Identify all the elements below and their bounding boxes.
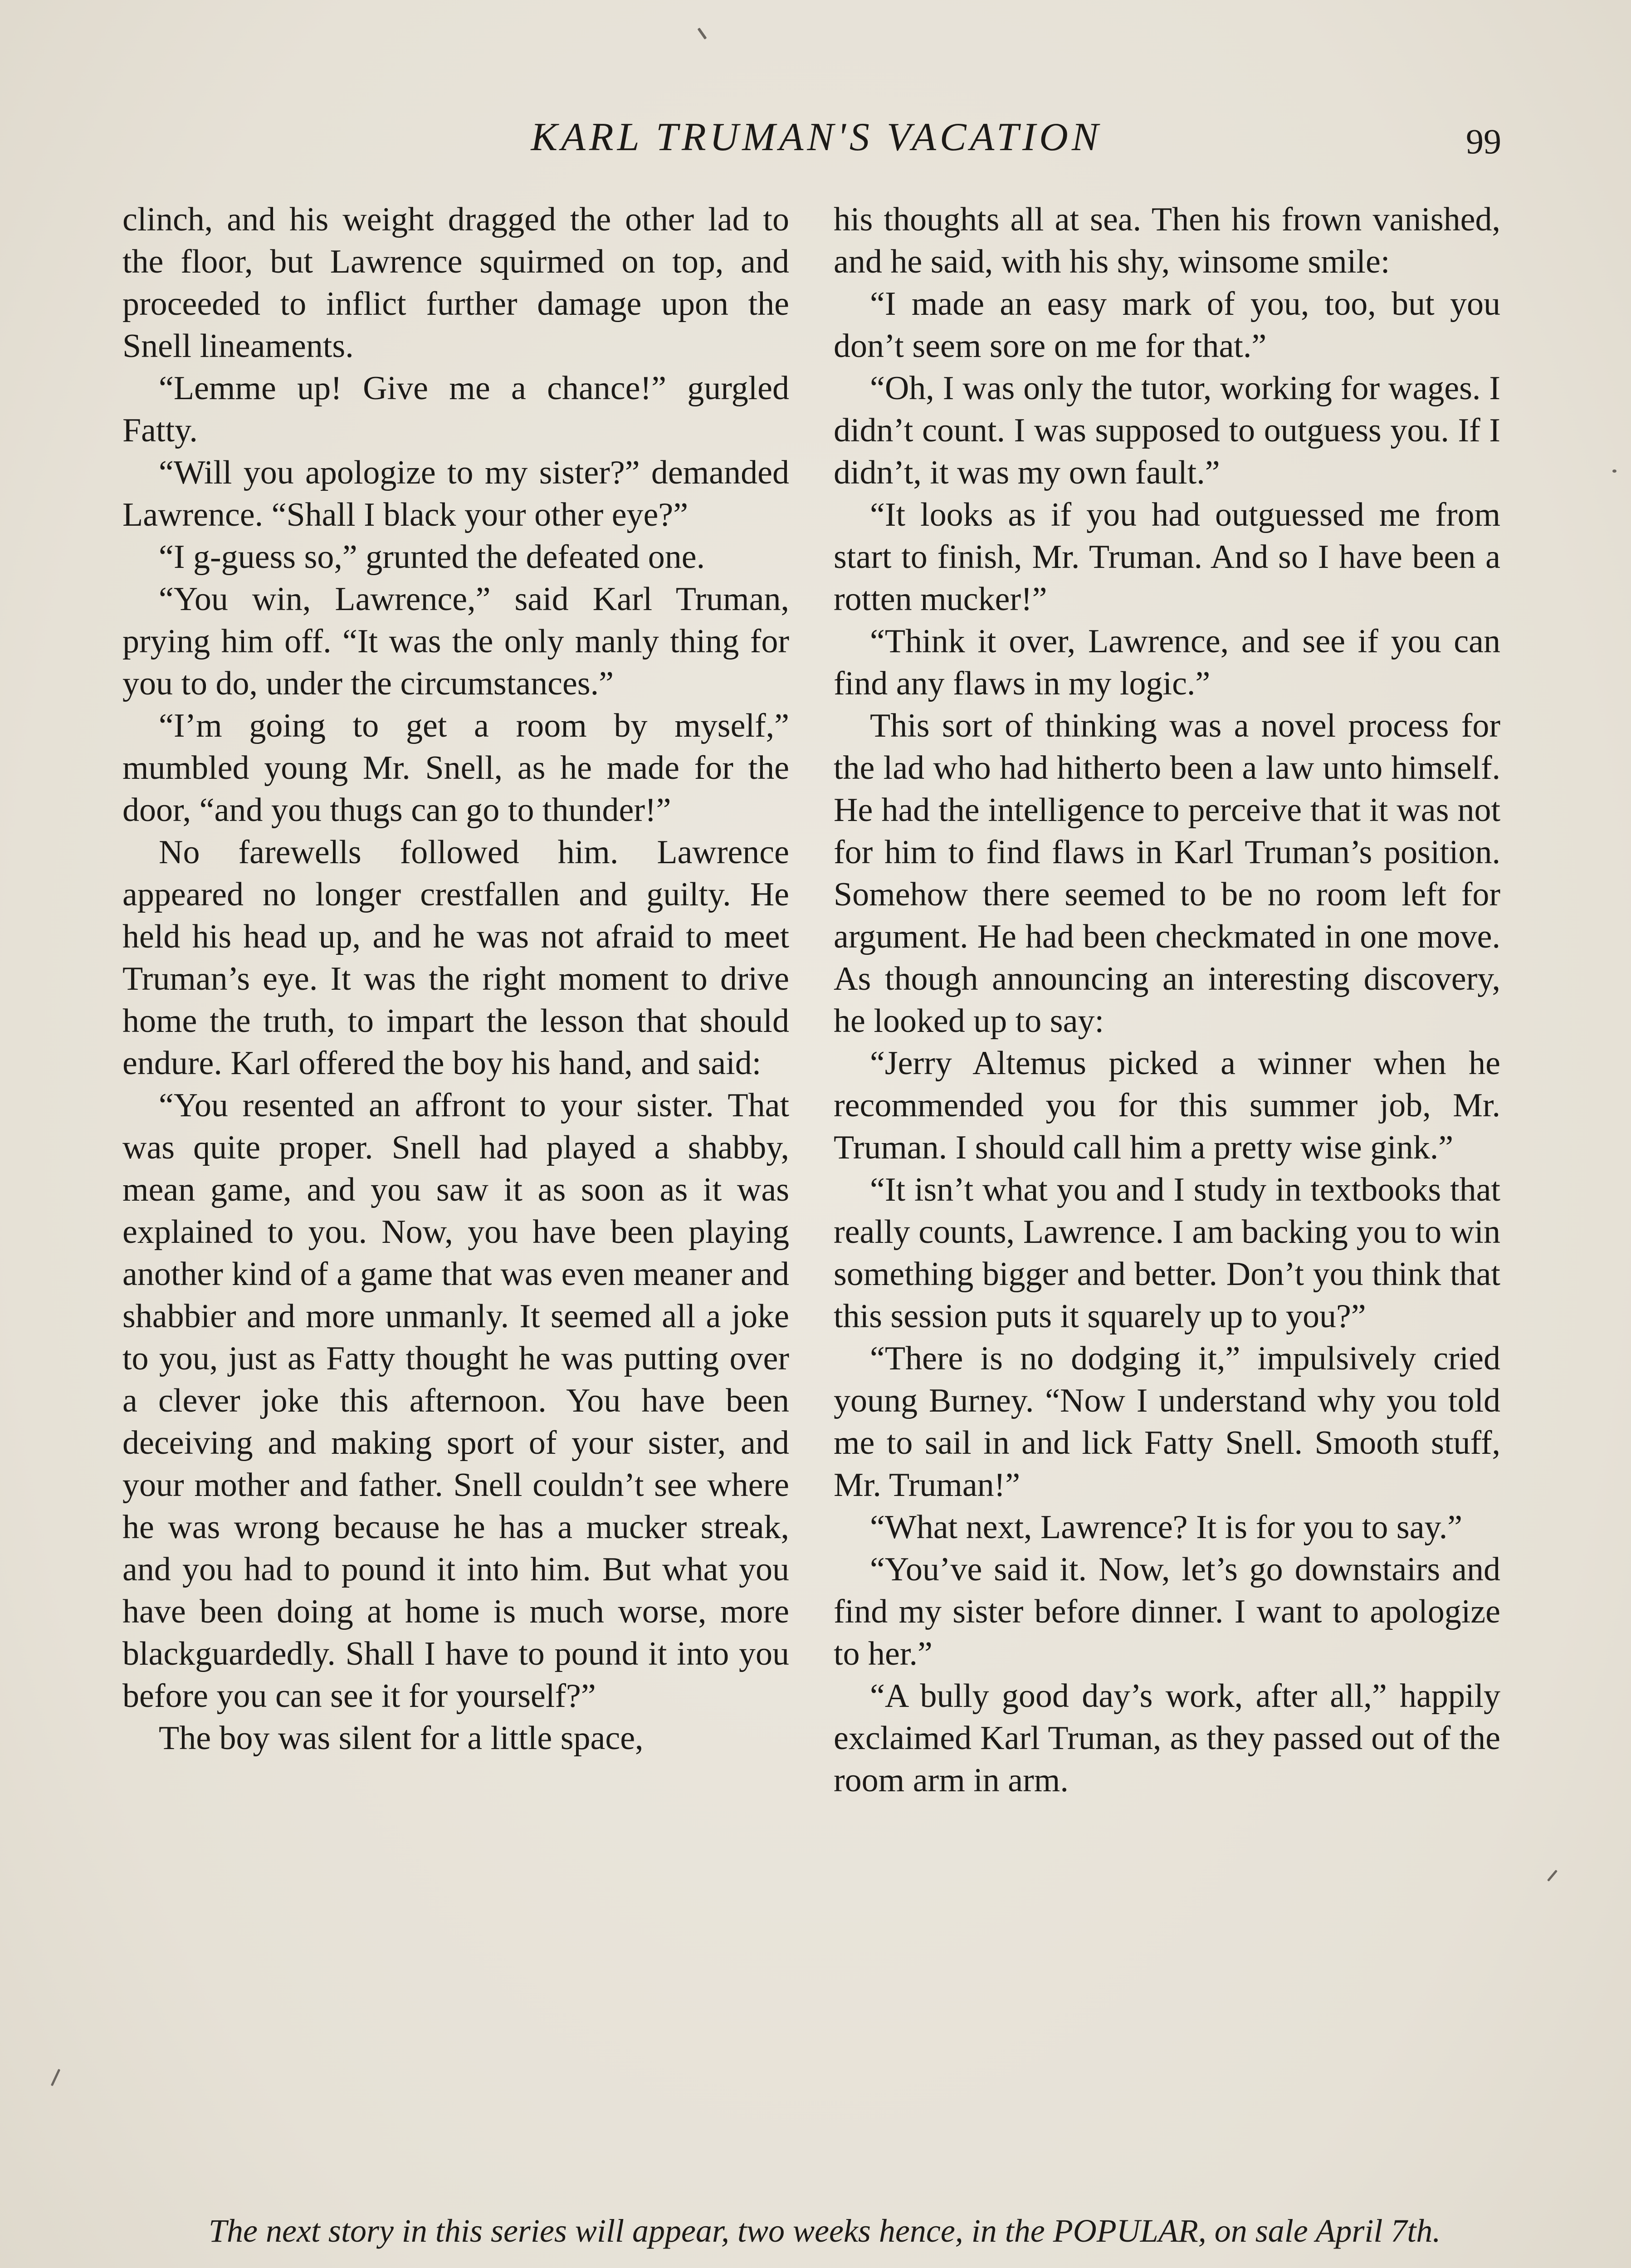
paragraph: “It isn’t what you and I study in textbooks that really counts, Lawrence. I am backing you to win something bigger and better. Don’t you think that this session puts it squarely up to you?”	[834, 1171, 1500, 1335]
paragraph: “There is no dodging it,” impulsively cried young Burney. “Now I understand why you told me to sail in and lick Fatty Snell. Smooth stuff, Mr. Truman!”	[834, 1340, 1500, 1504]
text-column-left	[122, 199, 789, 1760]
paragraph: “I g-guess so,” grunted the defeated one.	[159, 538, 705, 576]
paragraph: clinch, and his weight dragged the other lad to the floor, but Lawrence squirmed on top, and proceeded to inflict further damage upon the Snell lineaments.	[122, 201, 789, 365]
series-footnote: The next story in this series will appear, two weeks hence, in the POPULAR, on sale April 7th.	[209, 2213, 1441, 2249]
paper-speck	[1612, 469, 1616, 473]
text-column-right	[834, 199, 1500, 1802]
paragraph: “Will you apologize to my sister?” demanded Lawrence. “Shall I black your other eye?”	[122, 454, 789, 533]
paragraph: “A bully good day’s work, after all,” happily exclaimed Karl Truman, as they passed out of the room arm in arm.	[834, 1677, 1500, 1799]
paragraph: “Jerry Altemus picked a winner when he recommended you for this summer job, Mr. Truman. I should call him a pretty wise gink.”	[834, 1045, 1500, 1166]
paragraph: “I made an easy mark of you, too, but you don’t seem sore on me for that.”	[834, 285, 1500, 365]
paragraph: “Oh, I was only the tutor, working for wages. I didn’t count. I was supposed to outguess you. If I didn’t, it was my own fault.”	[834, 370, 1500, 491]
paragraph: “It looks as if you had outguessed me from start to finish, Mr. Truman. And so I have been a rotten mucker!”	[834, 496, 1500, 618]
paragraph: “I’m going to get a room by myself,” mumbled young Mr. Snell, as he made for the door, “and you thugs can go to thunder!”	[122, 707, 789, 829]
paragraph: The boy was silent for a little space,	[159, 1720, 644, 1757]
paragraph: This sort of thinking was a novel process for the lad who had hitherto been a law unto himself. He had the intelligence to perceive that it was not for him to find flaws in Karl Truman’s position. Somehow there seemed to be no room left for argument. He had been checkmated in one move. As though announcing an interesting discovery, he looked up to say:	[834, 707, 1500, 1040]
paper-speck	[51, 2069, 60, 2086]
paper-speck	[698, 28, 707, 39]
paragraph: “Lemme up! Give me a chance!” gurgled Fatty.	[122, 370, 789, 449]
running-title: KARL TRUMAN'S VACATION	[531, 115, 1102, 159]
paragraph: “You’ve said it. Now, let’s go downstairs and find my sister before dinner. I want to apologize to her.”	[834, 1551, 1500, 1672]
paragraph: “What next, Lawrence? It is for you to say.”	[870, 1509, 1463, 1546]
paragraph: “Think it over, Lawrence, and see if you can find any flaws in my logic.”	[834, 623, 1500, 702]
paragraph: No farewells followed him. Lawrence appeared no longer crestfallen and guilty. He held his head up, and he was not afraid to meet Truman’s eye. It was the right moment to drive home the truth, to impart the lesson that should endure. Karl offered the boy his hand, and said:	[122, 834, 789, 1082]
paper-speck	[1547, 1870, 1558, 1882]
paragraph: “You win, Lawrence,” said Karl Truman, prying him off. “It was the only manly thing for you to do, under the circumstances.”	[122, 581, 789, 702]
paragraph: “You resented an affront to your sister. That was quite proper. Snell had played a shabby, mean game, and you saw it as soon as it was explained to you. Now, you have been playing another kind of a game that was even meaner and shabbier and more unmanly. It seemed all a joke to you, just as Fatty thought he was putting over a clever joke this afternoon. You have been deceiving and making sport of your sister, and your mother and father. Snell couldn’t see where he was wrong because he has a mucker streak, and you had to pound it into him. But what you have been doing at home is much worse, more blackguardedly. Shall I have to pound it into you before you can see it for yourself?”	[122, 1087, 789, 1715]
page-number: 99	[1466, 122, 1501, 161]
paragraph: his thoughts all at sea. Then his frown vanished, and he said, with his shy, winsome smile:	[834, 201, 1500, 280]
